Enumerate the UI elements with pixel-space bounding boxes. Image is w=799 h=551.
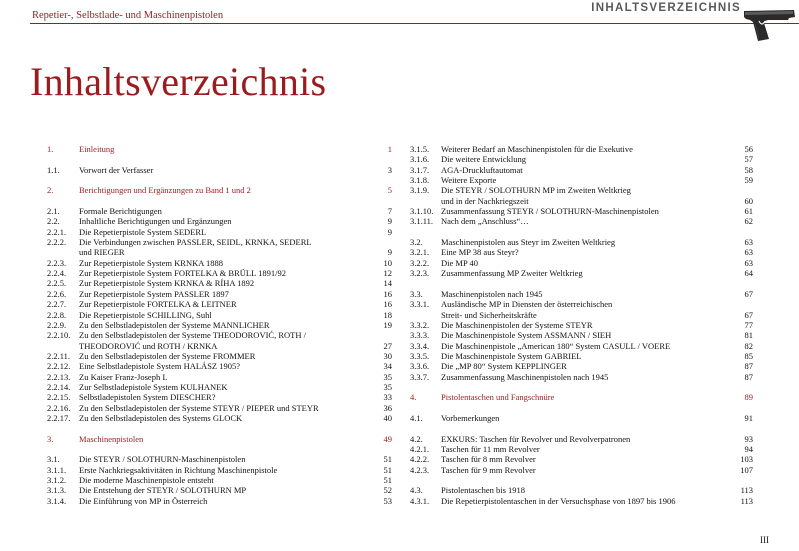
- toc-entry-title: Die Repetierpistole SCHILLING, Suhl: [79, 309, 212, 320]
- page-title: Inhaltsverzeichnis: [30, 59, 327, 104]
- toc-entry-page: 89: [744, 392, 753, 403]
- toc-entry-title: und in der Nachkriegszeit: [441, 195, 529, 206]
- toc-entry-page: 51: [383, 475, 392, 485]
- toc-entry-page: 9: [387, 247, 392, 258]
- toc-entry-number: 3.1.5.: [410, 144, 430, 154]
- toc-entry-page: 10: [383, 257, 392, 268]
- toc-entry-title: EXKURS: Taschen für Revolver und Revolverpatronen: [441, 433, 631, 444]
- toc-entry-number: 4.1.: [410, 412, 423, 423]
- toc-entry-page: 14: [383, 278, 392, 289]
- toc-entry-page: 9: [387, 226, 392, 237]
- toc-entry-title: Taschen für 9 mm Revolver: [441, 464, 536, 475]
- toc-entry-row[interactable]: [410, 154, 753, 164]
- toc-entry-title: Die Repetierpistole System SEDERL: [79, 226, 207, 237]
- toc-entry-number: 2.2.15.: [47, 392, 71, 403]
- toc-entry-row[interactable]: [410, 310, 753, 320]
- toc-entry-row[interactable]: [47, 382, 392, 392]
- toc-entry-row[interactable]: [47, 206, 392, 216]
- toc-entry-title: Zu den Selbstladepistolen der Systeme THEODOROVIĆ, ROTH /: [79, 330, 306, 341]
- toc-entry-number: 1.: [47, 144, 54, 154]
- toc-entry-row[interactable]: [410, 299, 753, 309]
- toc-entry-title: Eine MP 38 aus Steyr?: [441, 247, 519, 258]
- toc-entry-title: Zusammenfassung STEYR / SOLOTHURN-Maschinenpistolen: [441, 206, 659, 217]
- toc-entry-number: [410, 196, 441, 206]
- toc-entry-title: Erste Nachkriegsaktivitäten in Richtung Maschinenpistole: [79, 464, 278, 475]
- toc-entry-page: 91: [744, 412, 753, 423]
- toc-entry-page: 87: [744, 361, 753, 372]
- toc-entry-row[interactable]: [47, 310, 392, 320]
- toc-entry-title: Zu den Selbstladepistolen der Systeme FROMMER: [79, 350, 256, 361]
- toc-entry-page: 93: [744, 433, 753, 444]
- toc-entry-page: 82: [744, 340, 753, 351]
- toc-entry-page: 63: [744, 257, 753, 268]
- toc-entry-page: 62: [744, 216, 753, 227]
- toc-spacer: [410, 423, 753, 433]
- toc-entry-title: Taschen für 11 mm Revolver: [441, 443, 540, 454]
- toc-entry-title: Die Verbindungen zwischen PASSLER, SEIDL, KRNKA, SEDERL: [79, 237, 312, 248]
- toc-entry-row[interactable]: [410, 351, 753, 361]
- toc-entry-row[interactable]: [47, 216, 392, 226]
- toc-entry-number: 2.2.7.: [47, 299, 67, 310]
- toc-entry-number: 3.3.3.: [410, 330, 430, 341]
- toc-entry-title: Pistolentaschen bis 1918: [441, 485, 526, 496]
- toc-entry-number: 2.2.6.: [47, 288, 67, 299]
- toc-entry-title: Zur Repetierpistole FORTELKA & LEITNER: [79, 299, 237, 310]
- toc-entry-number: 2.2.8.: [47, 309, 67, 320]
- toc-entry-page: 51: [383, 464, 392, 475]
- toc-right-column: [410, 144, 753, 506]
- toc-entry-number: 4.2.3.: [410, 464, 430, 475]
- toc-entry-row[interactable]: [410, 485, 753, 495]
- toc-chapter-row[interactable]: [47, 144, 392, 154]
- toc-entry-title: Zusammenfassung Maschinenpistolen nach 1945: [441, 371, 609, 382]
- toc-entry-row[interactable]: [47, 320, 392, 330]
- toc-entry-number: 3.: [47, 433, 54, 444]
- toc-chapter-row[interactable]: [47, 434, 392, 444]
- toc-entry-row[interactable]: [47, 361, 392, 371]
- toc-entry-row[interactable]: [410, 454, 753, 464]
- toc-entry-title: Formale Berichtigungen: [79, 206, 162, 217]
- toc-entry-page: 52: [383, 485, 392, 496]
- toc-entry-title: Die STEYR / SOLOTHURN-Maschinenpistolen: [79, 454, 246, 465]
- toc-entry-title: Pistolentaschen und Fangschnüre: [441, 392, 555, 403]
- toc-entry-row[interactable]: [47, 465, 392, 475]
- toc-entry-number: 2.2.9.: [47, 319, 67, 330]
- toc-entry-number: [47, 247, 79, 257]
- toc-entry-row[interactable]: [47, 485, 392, 495]
- toc-entry-title: Taschen für 8 mm Revolver: [441, 454, 536, 465]
- toc-entry-number: [410, 310, 441, 320]
- toc-entry-page: 34: [383, 361, 392, 372]
- toc-entry-number: 3.1.6.: [410, 154, 430, 165]
- toc-entry-page: 77: [744, 319, 753, 330]
- toc-entry-row[interactable]: [47, 392, 392, 402]
- toc-entry-title: Die Maschinenpistole „American 180“ System CASULL / VOERE: [441, 340, 671, 351]
- toc-entry-title: Zu den Selbstladepistolen des Systems GLOCK: [79, 412, 243, 423]
- toc-entry-title: Die Maschinenpistole System ASSMANN / SIEH: [441, 330, 612, 341]
- toc-entry-title: Die Einführung von MP in Österreich: [79, 495, 208, 506]
- toc-chapter-row[interactable]: [47, 185, 392, 195]
- toc-entry-number: 4.2.1.: [410, 443, 430, 454]
- toc-entry-title: AGA-Druckluftautomat: [441, 164, 523, 175]
- toc-entry-row[interactable]: [47, 237, 392, 247]
- toc-entry-row[interactable]: [410, 185, 753, 195]
- toc-entry-page: 103: [740, 454, 753, 465]
- toc-entry-title: Zu den Selbstladepistolen der Systeme STEYR / PIEPER und STEYR: [79, 402, 319, 413]
- toc-entry-title: Zur Repetierpistole System KRNKA & RÍHA 1892: [79, 278, 255, 289]
- toc-entry-title: Zur Selbstladepistole System KULHANEK: [79, 381, 228, 392]
- toc-entry-page: 5: [387, 185, 392, 196]
- toc-entry-number: 3.1.8.: [410, 175, 430, 186]
- toc-entry-number: 3.1.10.: [410, 206, 434, 217]
- toc-chapter-row[interactable]: [410, 392, 753, 402]
- toc-entry-title: THEODOROVIĆ und ROTH / KRNKA: [79, 340, 218, 351]
- toc-entry-title: Die „MP 80“ System KEPPLINGER: [441, 361, 567, 372]
- toc-entry-page: 51: [383, 454, 392, 465]
- toc-spacer: [47, 444, 392, 454]
- pistol-icon: [741, 6, 797, 42]
- toc-entry-row[interactable]: [47, 372, 392, 382]
- toc-entry-number: 3.2.2.: [410, 257, 430, 268]
- toc-entry-row[interactable]: [47, 454, 392, 464]
- toc-entry-number: 3.1.11.: [410, 216, 434, 227]
- toc-spacer: [410, 227, 753, 237]
- toc-entry-title: Ausländische MP in Diensten der österreichischen: [441, 299, 613, 310]
- toc-entry-number: 3.3.2.: [410, 319, 430, 330]
- toc-entry-row[interactable]: [410, 444, 753, 454]
- toc-entry-title: Zusammenfassung MP Zweiter Weltkrieg: [441, 268, 583, 279]
- toc-entry-row[interactable]: [47, 351, 392, 361]
- toc-entry-title: Die weitere Entwicklung: [441, 154, 526, 165]
- toc-entry-page: 107: [740, 464, 753, 475]
- toc-entry-title: Berichtigungen und Ergänzungen zu Band 1 und 2: [79, 185, 251, 196]
- toc-entry-page: 60: [744, 195, 753, 206]
- toc-entry-title: Maschinenpistolen: [79, 433, 144, 444]
- toc-entry-page: 36: [383, 402, 392, 413]
- toc-entry-page: [729, 299, 753, 309]
- toc-entry-row[interactable]: [410, 237, 753, 247]
- toc-entry-number: 2.2.11.: [47, 350, 71, 361]
- toc-entry-page: 64: [744, 268, 753, 279]
- toc-entry-number: 3.3.4.: [410, 340, 430, 351]
- toc-spacer: [47, 175, 392, 185]
- toc-entry-title: Die Entstehung der STEYR / SOLOTHURN MP: [79, 485, 247, 496]
- toc-entry-page: 81: [744, 330, 753, 341]
- toc-entry-row[interactable]: [47, 165, 392, 175]
- toc-entry-number: 2.2.12.: [47, 361, 71, 372]
- toc-entry-row[interactable]: [47, 299, 392, 309]
- toc-entry-title: Maschinenpistolen nach 1945: [441, 288, 543, 299]
- toc-entry-title: Selbstladepistolen System DIESCHER?: [79, 392, 216, 403]
- toc-entry-row[interactable]: [410, 206, 753, 216]
- toc-entry-title: Vorwort der Verfasser: [79, 164, 154, 175]
- toc-entry-number: 3.2.3.: [410, 268, 430, 279]
- toc-entry-number: 2.2.3.: [47, 257, 67, 268]
- toc-entry-page: 35: [383, 381, 392, 392]
- toc-entry-row[interactable]: [47, 227, 392, 237]
- toc-entry-title: Zur Repetierpistole System PASSLER 1897: [79, 288, 229, 299]
- toc-entry-number: 3.2.: [410, 237, 423, 248]
- toc-entry-row[interactable]: [47, 496, 392, 506]
- toc-entry-page: 85: [744, 350, 753, 361]
- toc-entry-page: [368, 237, 392, 247]
- toc-entry-title: Zur Repetierpistole System KRNKA 1888: [79, 257, 224, 268]
- toc-entry-page: 3: [387, 164, 392, 175]
- toc-entry-number: 2.2.1.: [47, 226, 67, 237]
- toc-entry-number: 2.2.17.: [47, 412, 71, 423]
- toc-entry-number: 2.2.14.: [47, 381, 71, 392]
- toc-entry-row[interactable]: [410, 434, 753, 444]
- toc-entry-row[interactable]: [410, 361, 753, 371]
- toc-entry-row[interactable]: [410, 165, 753, 175]
- toc-entry-page: 63: [744, 237, 753, 248]
- toc-entry-row[interactable]: [410, 320, 753, 330]
- toc-entry-title: Weitere Exporte: [441, 175, 497, 186]
- toc-spacer: [410, 475, 753, 485]
- toc-entry-number: 2.2.4.: [47, 268, 67, 279]
- toc-entry-page: [729, 185, 753, 195]
- toc-entry-page: 16: [383, 299, 392, 310]
- toc-entry-page: 61: [744, 206, 753, 217]
- toc-entry-number: 4.2.: [410, 433, 423, 444]
- toc-entry-number: 2.2.13.: [47, 371, 71, 382]
- toc-spacer: [410, 403, 753, 413]
- toc-entry-row[interactable]: [410, 496, 753, 506]
- toc-entry-title: Die Repetierpistolentaschen in der Versuchsphase von 1897 bis 1906: [441, 495, 676, 506]
- toc-entry-number: 3.3.5.: [410, 350, 430, 361]
- toc-entry-number: 4.3.1.: [410, 495, 430, 506]
- toc-entry-title: Zu Kaiser Franz-Joseph I.: [79, 371, 168, 382]
- toc-entry-number: 3.1.3.: [47, 485, 67, 496]
- toc-entry-number: 2.2.2.: [47, 237, 67, 248]
- toc-entry-row[interactable]: [410, 330, 753, 340]
- toc-entry-number: 3.1.4.: [47, 495, 67, 506]
- toc-entry-row[interactable]: [410, 144, 753, 154]
- header-rule: [30, 23, 799, 24]
- toc-entry-page: 87: [744, 371, 753, 382]
- running-title: Repetier-, Selbstlade- und Maschinenpistolen: [32, 10, 224, 21]
- toc-entry-number: 3.1.9.: [410, 185, 430, 196]
- toc-entry-page: 1: [387, 144, 392, 154]
- toc-entry-number: [47, 341, 79, 351]
- toc-entry-page: 59: [744, 175, 753, 186]
- toc-entry-number: 3.1.7.: [410, 164, 430, 175]
- toc-entry-row[interactable]: [410, 258, 753, 268]
- toc-entry-row[interactable]: [47, 413, 392, 423]
- toc-entry-row[interactable]: [47, 247, 392, 257]
- toc-entry-number: 3.2.1.: [410, 247, 430, 258]
- toc-entry-row[interactable]: [47, 278, 392, 288]
- toc-entry-title: Zu den Selbstladepistolen der Systeme MANNLICHER: [79, 319, 270, 330]
- toc-entry-row[interactable]: [410, 413, 753, 423]
- toc-entry-number: 2.2.5.: [47, 278, 67, 289]
- toc-entry-row[interactable]: [410, 268, 753, 278]
- toc-entry-page: 57: [744, 154, 753, 165]
- toc-spacer: [410, 278, 753, 288]
- toc-entry-page: 7: [387, 206, 392, 217]
- toc-entry-number: 2.2.16.: [47, 402, 71, 413]
- toc-entry-page: 94: [744, 443, 753, 454]
- toc-entry-page: 27: [383, 340, 392, 351]
- toc-entry-number: 3.1.: [47, 454, 60, 465]
- toc-entry-title: Streit- und Sicherheitskräfte: [441, 309, 537, 320]
- toc-entry-page: 40: [383, 412, 392, 423]
- toc-entry-row[interactable]: [410, 341, 753, 351]
- toc-entry-row[interactable]: [47, 475, 392, 485]
- toc-spacer: [410, 382, 753, 392]
- page-number: III: [760, 535, 769, 545]
- toc-entry-row[interactable]: [47, 341, 392, 351]
- toc-entry-number: 2.2.10.: [47, 330, 71, 341]
- toc-entry-number: 2.1.: [47, 206, 60, 217]
- toc-entry-page: 19: [383, 319, 392, 330]
- toc-entry-number: 1.1.: [47, 164, 60, 175]
- toc-entry-page: 56: [744, 144, 753, 154]
- toc-entry-page: [368, 330, 392, 340]
- toc-entry-title: Maschinenpistolen aus Steyr im Zweiten Weltkrieg: [441, 237, 616, 248]
- toc-entry-title: Weiterer Bedarf an Maschinenpistolen für die Exekutive: [441, 144, 633, 154]
- toc-spacer: [47, 196, 392, 206]
- toc-entry-number: 3.3.6.: [410, 361, 430, 372]
- toc-entry-number: 3.3.7.: [410, 371, 430, 382]
- toc-entry-row[interactable]: [410, 196, 753, 206]
- toc-entry-title: und RIEGER: [79, 247, 125, 258]
- toc-entry-number: 4.3.: [410, 485, 423, 496]
- toc-entry-title: Zur Repetierpistole System FORTELKA & BRÜLL 1891/92: [79, 268, 286, 279]
- toc-entry-number: 3.3.: [410, 288, 423, 299]
- toc-entry-row[interactable]: [410, 289, 753, 299]
- toc-entry-page: 30: [383, 350, 392, 361]
- toc-entry-row[interactable]: [47, 289, 392, 299]
- toc-spacer: [47, 423, 392, 433]
- toc-entry-row[interactable]: [47, 330, 392, 340]
- toc-entry-title: Nach dem „Anschluss“…: [441, 216, 529, 227]
- toc-entry-row[interactable]: [47, 403, 392, 413]
- toc-left-column: [47, 144, 392, 506]
- toc-entry-page: 35: [383, 371, 392, 382]
- toc-entry-title: Einleitung: [79, 144, 115, 154]
- toc-entry-page: 12: [383, 268, 392, 279]
- toc-entry-page: 67: [744, 309, 753, 320]
- toc-entry-number: 3.3.1.: [410, 299, 430, 310]
- toc-entry-row[interactable]: [410, 465, 753, 475]
- toc-entry-title: Die Maschinenpistolen der Systeme STEYR: [441, 319, 593, 330]
- toc-entry-row[interactable]: [47, 268, 392, 278]
- toc-spacer: [47, 154, 392, 164]
- toc-entry-page: 63: [744, 247, 753, 258]
- toc-entry-page: 18: [383, 309, 392, 320]
- toc-entry-title: Inhaltliche Berichtigungen und Ergänzungen: [79, 216, 232, 227]
- section-tag: INHALTSVERZEICHNIS: [591, 2, 741, 14]
- toc-entry-page: 49: [383, 433, 392, 444]
- toc-entry-number: 3.1.1.: [47, 464, 67, 475]
- toc-entry-title: Vorbemerkungen: [441, 412, 500, 423]
- toc-entry-page: 113: [740, 485, 753, 496]
- toc-entry-row[interactable]: [410, 175, 753, 185]
- toc-entry-row[interactable]: [410, 216, 753, 226]
- toc-entry-row[interactable]: [47, 258, 392, 268]
- toc-entry-number: 4.: [410, 392, 417, 403]
- toc-entry-page: 9: [387, 216, 392, 227]
- toc-entry-row[interactable]: [410, 372, 753, 382]
- toc-entry-title: Die moderne Maschinenpistole entsteht: [79, 475, 214, 485]
- toc-entry-title: Die STEYR / SOLOTHURN MP im Zweiten Weltkrieg: [441, 185, 631, 196]
- toc-entry-number: 2.: [47, 185, 54, 196]
- toc-entry-page: 33: [383, 392, 392, 403]
- toc-entry-row[interactable]: [410, 247, 753, 257]
- toc-entry-title: Eine Selbstladepistole System HALÁSZ 1905?: [79, 361, 241, 372]
- toc-entry-number: 3.1.2.: [47, 475, 67, 485]
- toc-entry-title: Die Maschinenpistole System GABRIEL: [441, 350, 582, 361]
- toc-entry-page: 113: [740, 495, 753, 506]
- toc-entry-page: 67: [744, 288, 753, 299]
- toc-entry-title: Die MP 40: [441, 257, 478, 268]
- toc-entry-page: 58: [744, 164, 753, 175]
- toc-entry-page: 16: [383, 288, 392, 299]
- toc-entry-page: 53: [383, 495, 392, 506]
- toc-entry-number: 4.2.2.: [410, 454, 430, 465]
- toc-entry-number: 2.2.: [47, 216, 60, 227]
